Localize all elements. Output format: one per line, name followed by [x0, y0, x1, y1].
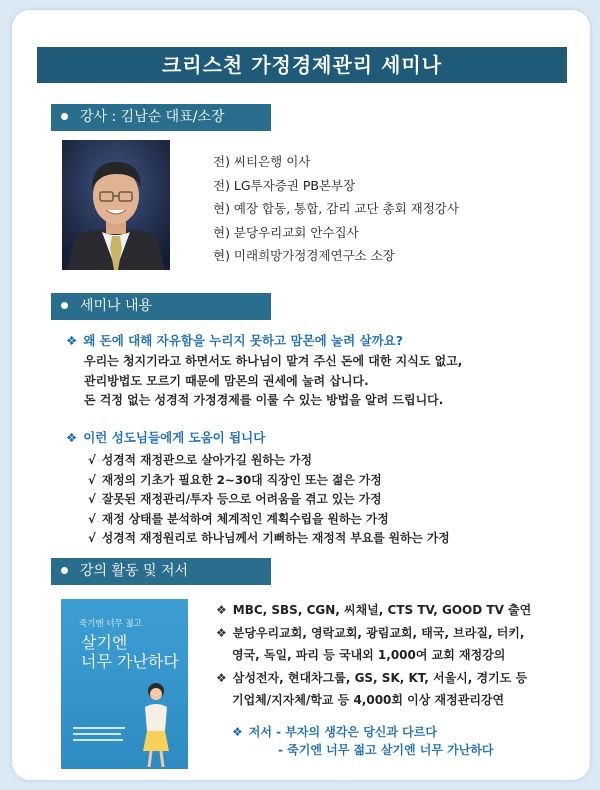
- check-icon: √: [88, 472, 96, 487]
- intro-paragraph: [84, 352, 564, 411]
- activity-media: ❖ MBC, SBS, CGN, 씨채널, CTS TV, GOOD TV 출연: [216, 603, 532, 617]
- section-activities-label: 강의 활동 및 저서: [80, 563, 189, 579]
- credential-item: 전) LG투자증권 PB본부장: [213, 177, 356, 193]
- diamond-icon: ❖: [66, 333, 78, 348]
- publication-line-2: - 죽기엔 너무 젊고 살기엔 너무 가난하다: [278, 743, 494, 757]
- book-big-title: 살기엔 너무 가난하다: [81, 633, 179, 671]
- diamond-icon: ❖: [66, 430, 78, 445]
- bullet-icon: [61, 302, 68, 309]
- credential-item: 현) 미래희망가정경제연구소 소장: [213, 248, 395, 263]
- credential-item: 현) 예장 합동, 통합, 감리 교단 총회 재정강사: [213, 201, 459, 216]
- checklist-item: √ 성경적 재정원리로 하나님께서 기뻐하는 재정적 부요를 원하는 가정: [88, 531, 450, 546]
- section-activities-header: [51, 558, 271, 585]
- section-speaker-header: [51, 104, 271, 131]
- speaker-photo: [62, 140, 170, 270]
- check-icon: √: [88, 531, 96, 546]
- activity-companies: ❖ 삼성전자, 현대차그룹, GS, SK, KT, 서울시, 경기도 등: [216, 670, 528, 685]
- bullet-icon: [61, 567, 68, 574]
- publication-line-1: ❖ 저서 - 부자의 생각은 당신과 다르다: [232, 725, 437, 739]
- publications: [232, 723, 494, 759]
- check-icon: √: [88, 492, 96, 507]
- audience-checklist: [88, 451, 450, 549]
- question-1: ❖ 왜 돈에 대해 자유함을 누리지 못하고 맘몬에 눌려 살까요?: [66, 333, 404, 348]
- credential-item: 전) 씨티은행 이사: [213, 154, 311, 169]
- question-2: ❖ 이런 성도님들에게 도움이 됩니다: [66, 430, 266, 445]
- diamond-icon: ❖: [232, 725, 243, 739]
- activity-companies-cont: 기업체/지자체/학교 등 4,000회 이상 재정관리강연: [232, 693, 505, 707]
- section-content-label: 세미나 내용: [80, 298, 153, 314]
- section-content-header: [51, 293, 271, 320]
- book-small-title: 죽기엔 너무 젊고: [79, 619, 142, 629]
- book-cover: [61, 599, 188, 769]
- checklist-item: √ 재정 상태를 분석하여 체계적인 계획수립을 원하는 가정: [88, 511, 389, 526]
- book-illustration-figure: [131, 679, 181, 769]
- paragraph-line: 우리는 청지기라고 하면서도 하나님이 맡겨 주신 돈에 대한 지식도 없고,: [84, 354, 463, 368]
- diamond-icon: ❖: [216, 670, 227, 685]
- speaker-portrait-image: [62, 140, 170, 270]
- activity-churches: ❖ 분당우리교회, 영락교회, 광림교회, 태국, 브라질, 터키,: [216, 625, 525, 640]
- checklist-item: √ 잘못된 재정관리/투자 등으로 어려움을 겪고 있는 가정: [88, 492, 382, 507]
- diamond-icon: ❖: [216, 603, 227, 617]
- section-speaker-label: 강사 : 김남순 대표/소장: [80, 109, 225, 125]
- bullet-icon: [61, 113, 68, 120]
- credentials-list: [213, 150, 459, 268]
- credential-item: 현) 분당우리교회 안수집사: [213, 224, 359, 240]
- activity-churches-cont: 영국, 독일, 파리 등 국내외 1,000여 교회 재정강의: [232, 648, 506, 662]
- activities-list: [216, 599, 576, 712]
- diamond-icon: ❖: [216, 625, 227, 640]
- page-title: 크리스천 가정경제관리 세미나: [37, 47, 567, 83]
- check-icon: √: [88, 453, 96, 467]
- paragraph-line: 관리방법도 모르기 때문에 맘몬의 권세에 눌려 삽니다.: [84, 373, 369, 388]
- checklist-item: √ 재정의 기초가 필요한 2~30대 직장인 또는 젊은 가정: [88, 472, 382, 487]
- checklist-item: √ 성경적 재정관으로 살아가길 원하는 가정: [88, 453, 313, 467]
- paragraph-line: 돈 걱정 없는 성경적 가정경제를 이룰 수 있는 방법을 알려 드립니다.: [84, 393, 444, 407]
- check-icon: √: [88, 511, 96, 526]
